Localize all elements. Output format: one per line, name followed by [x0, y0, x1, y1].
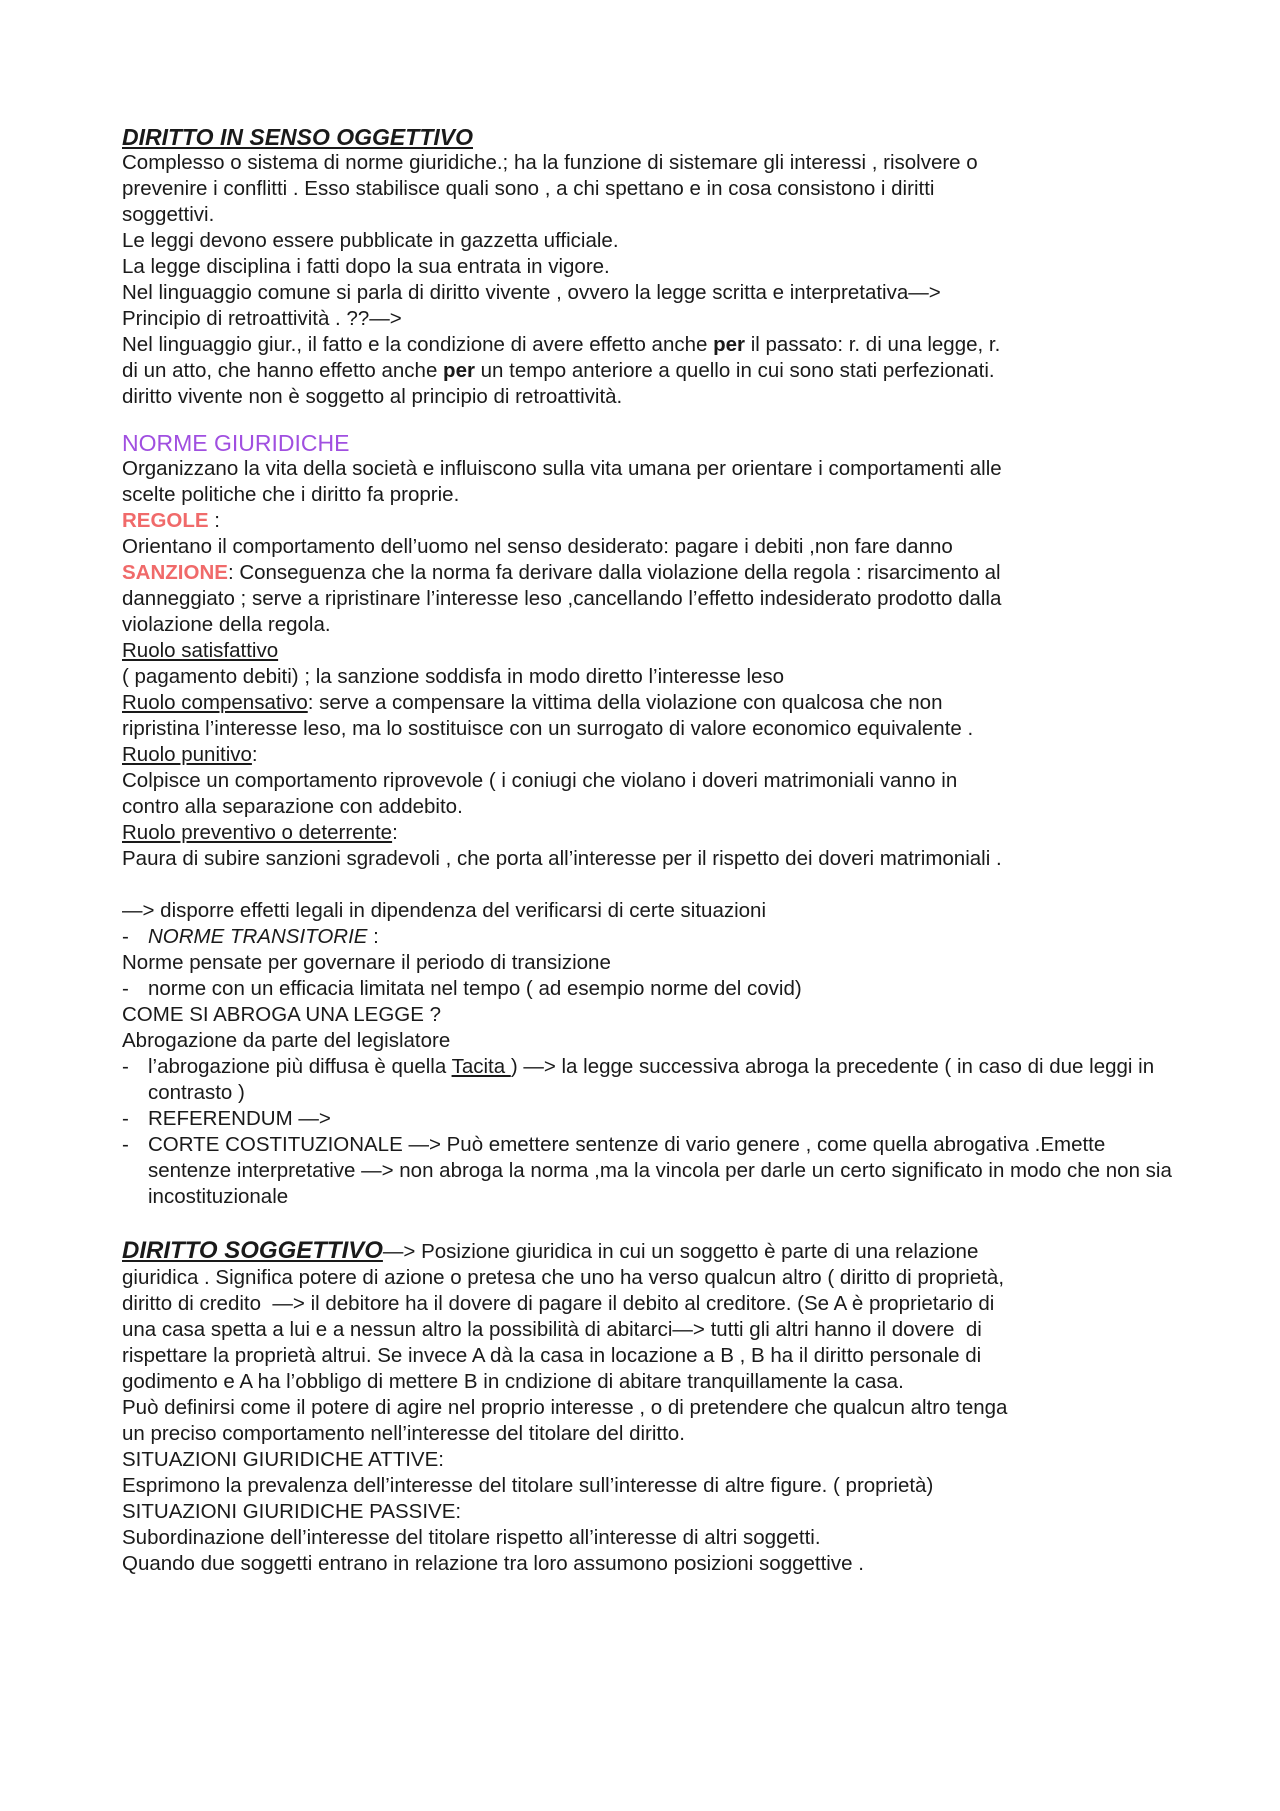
paragraph-line: una casa spetta a lui e a nessun altro la possibilità di abitarci—> tutti gli altri hanno il dovere di	[122, 1318, 982, 1341]
text-span: : Conseguenza che la norma fa derivare dalla violazione della regola : risarcimento al	[227, 561, 1001, 584]
ruolo-punitivo-label: Ruolo punitivo	[122, 743, 252, 766]
paragraph-line: ripristina l’interesse leso, ma lo sostituisce con un surrogato di valore economico equivalente .	[122, 717, 974, 740]
paragraph-line: Subordinazione dell’interesse del titolare rispetto all’interesse di altri soggetti.	[122, 1526, 821, 1549]
paragraph-line: contro alla separazione con addebito.	[122, 795, 463, 818]
paragraph-line: giuridica . Significa potere di azione o pretesa che uno ha verso qualcun altro ( diritto di proprietà,	[122, 1266, 1005, 1289]
sanzione-label: SANZIONE	[122, 561, 228, 584]
paragraph-line	[122, 742, 1182, 768]
paragraph-line: prevenire i conflitti . Esso stabilisce quali sono , a chi spettano e in cosa consistono i diritti	[122, 177, 935, 200]
paragraph-line: Esprimono la prevalenza dell’interesse del titolare sull’interesse di altre figure. ( proprietà)	[122, 1474, 934, 1497]
paragraph-line: soggettivi.	[122, 203, 215, 226]
text-span: :	[208, 509, 220, 532]
paragraph-line: Nel linguaggio comune si parla di diritto vivente , ovvero la legge scritta e interpretativa—>	[122, 281, 941, 304]
paragraph-line: rispettare la proprietà altrui. Se invece A dà la casa in locazione a B , B ha il diritto personale di	[122, 1344, 982, 1367]
sanzione-line	[122, 560, 1182, 586]
paragraph-line: diritto vivente non è soggetto al principio di retroattività.	[122, 385, 623, 408]
paragraph-line: Le leggi devono essere pubblicate in gazzetta ufficiale.	[122, 229, 619, 252]
regole-label: REGOLE	[122, 509, 209, 532]
paragraph-line: SITUAZIONI GIURIDICHE ATTIVE:	[122, 1448, 444, 1471]
tacita-label: Tacita	[451, 1055, 511, 1078]
text-span: : serve a compensare la vittima della violazione con qualcosa che non	[307, 691, 943, 714]
list-item: - REFERENDUM —>	[122, 1106, 1182, 1132]
paragraph-line: Può definirsi come il potere di agire nel proprio interesse , o di pretendere che qualcun altro tenga	[122, 1396, 1008, 1419]
text-span: :	[392, 821, 398, 844]
bold-word: per	[713, 333, 746, 356]
list-item: - norme con un efficacia limitata nel tempo ( ad esempio norme del covid)	[122, 976, 1182, 1002]
text-span: :	[251, 743, 258, 766]
paragraph-line: ( pagamento debiti) ; la sanzione soddisfa in modo diretto l’interesse leso	[122, 665, 785, 688]
text-span: l’abrogazione più diffusa è quella	[148, 1055, 452, 1078]
paragraph-line: scelte politiche che i diritto fa proprie.	[122, 483, 460, 506]
paragraph-line: Norme pensate per governare il periodo di transizione	[122, 951, 611, 974]
norme-transitorie-label: NORME TRANSITORIE	[148, 925, 368, 948]
text-span: il passato: r. di una legge, r.	[745, 333, 1001, 356]
list-item	[122, 1054, 1182, 1106]
ruolo-compensativo-label: Ruolo compensativo	[122, 691, 308, 714]
paragraph-line: La legge disciplina i fatti dopo la sua entrata in vigore.	[122, 255, 610, 278]
document-body	[122, 124, 1182, 1577]
bold-word: per	[443, 359, 475, 382]
text-span: :	[367, 925, 379, 948]
list-item	[122, 924, 1182, 950]
paragraph-line	[122, 1238, 1182, 1265]
heading-norme-giuridiche: NORME GIURIDICHE	[122, 430, 350, 456]
text-span: —> Posizione giuridica in cui un soggetto è parte di una relazione	[382, 1240, 979, 1263]
paragraph-line: un preciso comportamento nell’interesse del titolare del diritto.	[122, 1422, 685, 1445]
heading-diritto-soggettivo: DIRITTO SOGGETTIVO	[122, 1237, 383, 1264]
paragraph-line: danneggiato ; serve a ripristinare l’interesse leso ,cancellando l’effetto indesiderato prodotto dalla	[122, 587, 1002, 610]
paragraph-line: godimento e A ha l’obbligo di mettere B in cndizione di abitare tranquillamente la casa.	[122, 1370, 904, 1393]
paragraph-line	[122, 332, 1182, 358]
paragraph-line: Complesso o sistema di norme giuridiche.; ha la funzione di sistemare gli interessi , risolvere o	[122, 151, 978, 174]
paragraph-line	[122, 820, 1182, 846]
paragraph-line	[122, 358, 1182, 384]
spacer	[122, 872, 1182, 898]
paragraph-line: Colpisce un comportamento riprovevole ( i coniugi che violano i doveri matrimoniali vanno in	[122, 769, 958, 792]
paragraph-line: Abrogazione da parte del legislatore	[122, 1029, 451, 1052]
ruolo-preventivo-label: Ruolo preventivo o deterrente	[122, 821, 393, 844]
text-span: di un atto, che hanno effetto anche	[122, 359, 444, 382]
paragraph-line: Quando due soggetti entrano in relazione tra loro assumono posizioni soggettive .	[122, 1552, 864, 1575]
paragraph-line	[122, 690, 1182, 716]
heading-diritto-oggettivo: DIRITTO IN SENSO OGGETTIVO	[122, 124, 473, 150]
paragraph-line: COME SI ABROGA UNA LEGGE ?	[122, 1003, 441, 1026]
paragraph-line: —> disporre effetti legali in dipendenza del verificarsi di certe situazioni	[122, 899, 767, 922]
paragraph-line: Paura di subire sanzioni sgradevoli , che porta all’interesse per il rispetto dei doveri matrimoniali .	[122, 847, 1002, 870]
list-item: - CORTE COSTITUZIONALE —> Può emettere sentenze di vario genere , come quella abrogativa .Emette sentenze interpretative —> non abroga la norma ,ma la vincola per darle un certo significato in modo che non sia incostituzionale	[122, 1132, 1182, 1210]
paragraph-line: SITUAZIONI GIURIDICHE PASSIVE:	[122, 1500, 462, 1523]
paragraph-line: Principio di retroattività . ??—>	[122, 307, 402, 330]
spacer	[122, 410, 1182, 430]
paragraph-line: diritto di credito —> il debitore ha il dovere di pagare il debito al creditore. (Se A è proprietario di	[122, 1292, 995, 1315]
spacer	[122, 1210, 1182, 1238]
paragraph-line: violazione della regola.	[122, 613, 331, 636]
ruolo-satisfattivo-label: Ruolo satisfattivo	[122, 639, 279, 662]
text-span: ) —> la legge successiva abroga la precedente ( in caso di due leggi in contrasto )	[148, 1055, 1155, 1104]
text-span: Nel linguaggio giur., il fatto e la condizione di avere effetto anche	[122, 333, 714, 356]
text-span: un tempo anteriore a quello in cui sono stati perfezionati.	[474, 359, 995, 382]
paragraph-line: Organizzano la vita della società e influiscono sulla vita umana per orientare i comportamenti alle	[122, 457, 1002, 480]
paragraph-line: Orientano il comportamento dell’uomo nel senso desiderato: pagare i debiti ,non fare danno	[122, 535, 953, 558]
regole-line	[122, 508, 1182, 534]
